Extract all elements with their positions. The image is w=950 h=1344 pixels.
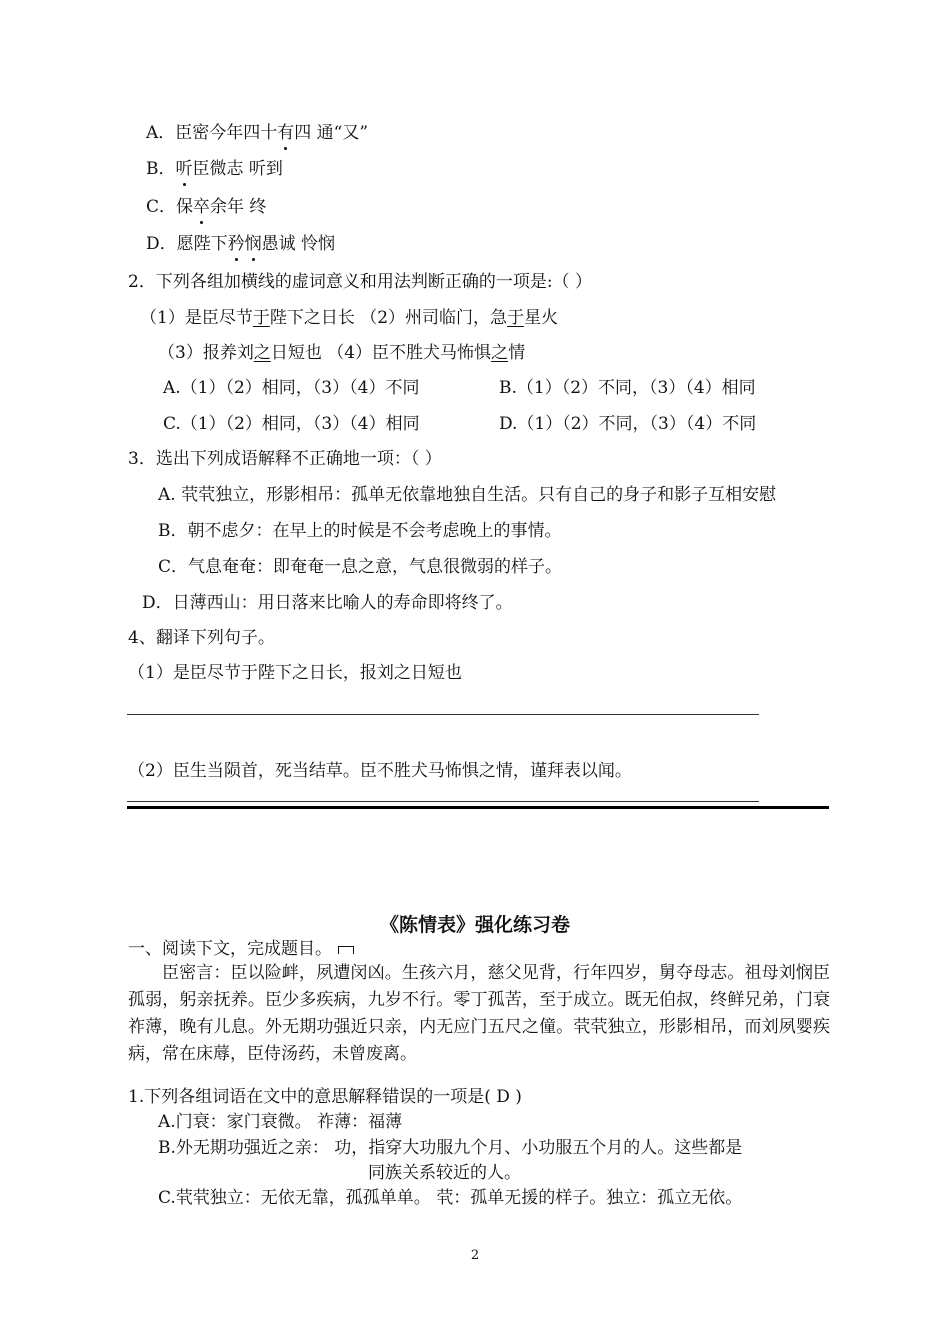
answer-line-2: [127, 801, 759, 802]
s2-q1-option-b-line2: 同族关系较近的人。: [368, 1163, 521, 1183]
q1-option-c: C．保卒余年 终: [146, 197, 267, 217]
q2-option-b: B.（1）（2）不同，（3）（4）相同: [499, 378, 756, 398]
q2-option-c: C.（1）（2）相同，（3）（4）相同: [163, 414, 420, 434]
edit-mark-icon: [338, 946, 354, 954]
s2-q1-option-a: A.门衰：家门衰微。 祚薄：福薄: [158, 1112, 403, 1132]
q2-option-a: A.（1）（2）相同，（3）（4）不同: [163, 378, 420, 398]
q2-option-d: D.（1）（2）不同，（3）（4）不同: [499, 414, 757, 434]
section-title: 《陈情表》强化练习卷: [379, 914, 570, 936]
q2-line-2: （3）报养刘之日短也 （4）臣不胜犬马怖惧之情: [158, 343, 526, 363]
q1-option-d: D．愿陛下矜悯愚诚 怜悯: [146, 234, 336, 254]
section-heading: 一、阅读下文，完成题目。: [128, 938, 354, 960]
q3-option-a: A. 茕茕独立，形影相吊：孤单无依靠地独自生活。只有自己的身子和影子互相安慰: [158, 485, 777, 505]
s2-q1-option-c: C.茕茕独立：无依无靠，孤孤单单。 茕：孤单无援的样子。独立：孤立无依。: [158, 1188, 743, 1208]
answer-line-1: [127, 714, 759, 715]
q3-option-c: C．气息奄奄：即奄奄一息之意，气息很微弱的样子。: [158, 557, 563, 577]
q3-option-b: B．朝不虑夕：在早上的时候是不会考虑晚上的事情。: [158, 521, 562, 541]
s2-q1-option-b-line1: B.外无期功强近之亲： 功，指穿大功服九个月、小功服五个月的人。这些都是: [158, 1138, 743, 1158]
q2-stem: 2．下列各组加横线的虚词意义和用法判断正确的一项是:（ ）: [128, 272, 592, 292]
q1-option-b: B．听臣微志 听到: [146, 159, 283, 179]
q4-sentence-2: （2）臣生当陨首，死当结草。臣不胜犬马怖惧之情，谨拜表以闻。: [128, 761, 632, 781]
section-divider: [127, 806, 829, 809]
q3-stem: 3．选出下列成语解释不正确地一项：（ ）: [128, 449, 442, 469]
page-number: 2: [470, 1248, 480, 1263]
q3-option-d: D．日薄西山：用日落来比喻人的寿命即将终了。: [142, 593, 513, 613]
s2-q1-stem: 1.下列各组词语在文中的意思解释错误的一项是( D ): [128, 1087, 522, 1107]
passage: 臣密言：臣以险衅，夙遭闵凶。生孩六月，慈父见背，行年四岁，舅夺母志。祖母刘悯臣孤弱，躬亲抚养。臣少多疾病，九岁不行。零丁孤苦，至于成立。既无伯叔，终鲜兄弟，门衰祚薄，晚有儿息。外无期功强近只亲，内无应门五尺之僮。茕茕独立，形影相吊，而刘夙婴疾病，常在床蓐，臣侍汤药，未曾废离。: [128, 963, 830, 1064]
q2-line-1: （1）是臣尽节于陛下之日长 （2）州司临门，急于星火: [140, 308, 559, 328]
q4-sentence-1: （1）是臣尽节于陛下之日长，报刘之日短也: [128, 663, 462, 683]
q4-stem: 4、翻译下列句子。: [128, 628, 275, 648]
q1-option-a: A．臣密今年四十有四 通“又”: [146, 123, 369, 143]
